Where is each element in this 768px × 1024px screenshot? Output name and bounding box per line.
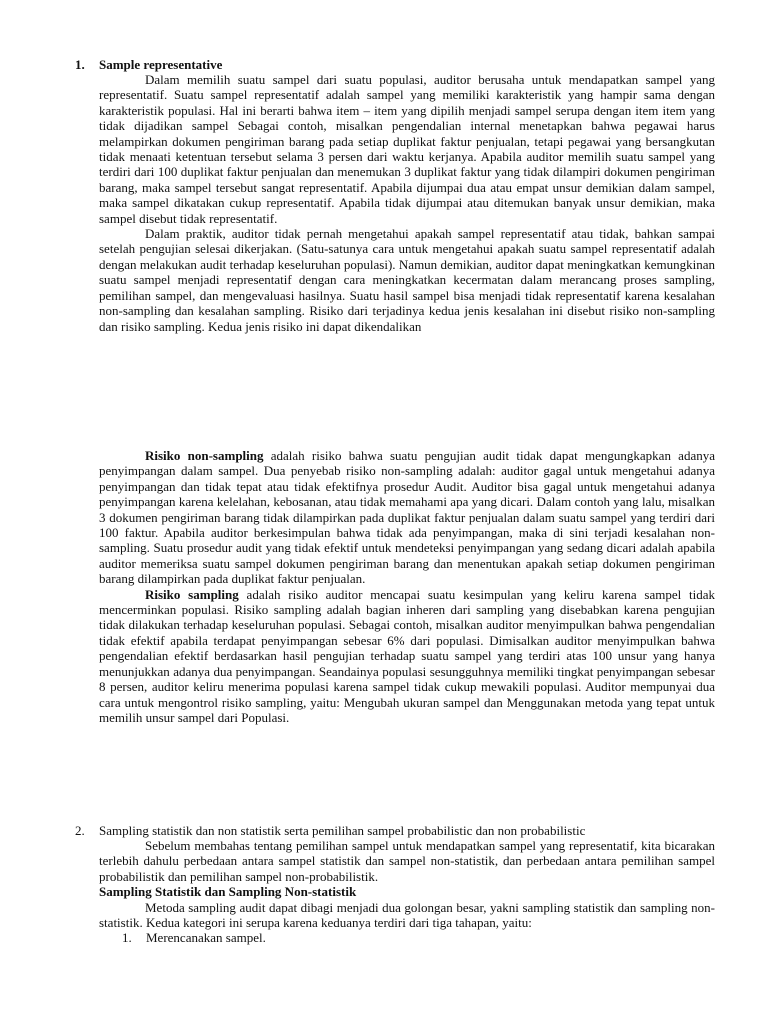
section-1-title: Sample representative xyxy=(99,57,223,72)
section-2-body: Metoda sampling audit dapat dibagi menjadi dua golongan besar, yakni sampling statistik dan sampling non-statistik. Kedua kategori ini serupa karena keduanya terdiri dari tiga tahapan, yaitu: xyxy=(99,899,715,931)
nonsampling-term: Risiko non-sampling xyxy=(145,448,264,463)
section-1 xyxy=(75,57,715,334)
section-2-intro: Sebelum membahas tentang pemilihan sampel untuk mendapatkan sampel yang representatif, kita bicarakan terlebih dahulu perbedaan antara sampel statistik dan sampel non-statistik, dan perbedaan antara pemilihan sampel probabilistik dan pemilihan sampel non-probabilistik. xyxy=(99,838,715,884)
sampling-text: adalah risiko auditor mencapai suatu kesimpulan yang keliru karena sampel tidak mencerminkan populasi. Risiko sampling adalah bagian inheren dari sampling yang disebabkan karena pengujian tidak dilakukan terhadap keseluruhan populasi. Sebagai contoh, misalkan auditor menyimpulkan bahwa pengendalian tidak efektif apabila terdapat penyimpangan sebesar 6% dari populasi. Dimisalkan auditor menyimpulkan bahwa pengendalian efektif berdasarkan hasil pengujian terhadap suatu sampel yang terdiri atas 100 unsur yang hanya menunjukkan adanya dua penyimpangan. Seandainya populasi sesungguhnya memiliki tingkat penyimpangan sebesar 8 persen, auditor keliru menerima populasi karena sampel tidak cukup mewakili populasi. Auditor mempunyai dua cara untuk mengontrol risiko sampling, yaitu: Mengubah ukuran sampel dan Menggunakan metoda yang tepat untuk memilih unsur sampel dari Populasi. xyxy=(99,586,715,725)
risk-section xyxy=(75,448,715,725)
sampling-term: Risiko sampling xyxy=(145,586,239,602)
section-2-title: Sampling statistik dan non statistik serta pemilihan sampel probabilistic dan non probabilistic xyxy=(99,823,586,838)
section-2-number: 2. xyxy=(75,823,85,838)
section-2-subheading: Sampling Statistik dan Sampling Non-statistik xyxy=(99,884,357,900)
section-2-heading xyxy=(75,823,715,838)
list-item-number: 1. xyxy=(122,930,132,946)
section-1-paragraph-2: Dalam praktik, auditor tidak pernah mengetahui apakah sampel representatif atau tidak, bahkan sampai setelah pengujian selesai dikerjakan. (Satu-satunya cara untuk mengetahui apakah suatu sampel representatif adalah dengan melakukan audit terhadap keseluruhan populasi). Namun demikian, auditor dapat meningkatkan kemungkinan suatu sampel menjadi representatif dengan cara meningkatkan kecermatan dalam merancang proses sampling, pemilihan sampel, dan mengevaluasi hasilnya. Suatu hasil sampel bisa menjadi tidak representatif karena kesalahan non-sampling dan kesalahan sampling. Risiko dari terjadinya kedua jenis kesalahan ini disebut risiko non-sampling dan risiko sampling. Kedua jenis risiko ini dapat dikendalikan xyxy=(99,226,715,334)
list-item-text: Merencanakan sampel. xyxy=(146,930,266,946)
section-2 xyxy=(75,823,715,946)
section-1-number: 1. xyxy=(75,57,85,72)
section-1-paragraph-1: Dalam memilih suatu sampel dari suatu populasi, auditor berusaha untuk mendapatkan sampel yang representatif. Suatu sampel representatif adalah sampel yang memiliki karakteristik yang hampir sama dengan karakteristik populasi. Hal ini berarti bahwa item – item yang dipilih menjadi sampel serupa dengan item item yang tidak dijadikan sampel Sebagai contoh, misalkan pengendalian internal menetapkan bahwa pegawai harus melampirkan dokumen pengiriman barang pada setiap duplikat faktur penjualan, tetapi pegawai yang bersangkutan tidak menaati ketentuan tersebut selama 3 persen dari waktu kerjanya. Apabila auditor memilih suatu sampel yang terdiri dari 100 duplikat faktur penjualan dan menemukan 3 duplikat faktur yang tidak dilampiri dokumen pengiriman barang, maka sampel tersebut sangat representatif. Apabila dijumpai dua atau empat unsur demikian dalam sampel, maka sampel dikatakan cukup representatif. Apabila tidak dijumpai atau ditemukan banyak unsur demikian, maka sampel disebut tidak representatif. xyxy=(99,72,715,226)
nonsampling-text: adalah risiko bahwa suatu pengujian audit tidak dapat mengungkapkan adanya penyimpangan dalam sampel. Dua penyebab risiko non-sampling adalah: auditor gagal untuk mengetahui adanya penyimpangan dan tidak tepat atau tidak efektifnya prosedur Audit. Auditor bisa gagal untuk mengetahui adanya penyimpangan karena kelelahan, kebosanan, atau tidak memahami apa yang dicari. Dalam contoh yang lalu, misalkan 3 dokumen pengiriman barang tidak dilampirkan pada duplikat faktur penjualan dalam suatu sampel yang terdiri dari 100 faktur. Apabila auditor berkesimpulan bahwa tidak ada penyimpangan, maka di sini terjadi kesalahan non-sampling. Suatu prosedur audit yang tidak efektif untuk mendeteksi penyimpangan yang sedang dicari adalah apabila auditor memeriksa suatu sampel dokumen pengiriman barang dan menentukan apakah setiap dokumen pengiriman barang dilampirkan pada duplikat faktur penjualan. xyxy=(99,448,715,587)
sampling-paragraph xyxy=(99,587,715,726)
section-1-heading xyxy=(75,57,715,72)
list-item xyxy=(122,930,715,946)
nonsampling-paragraph xyxy=(99,448,715,587)
